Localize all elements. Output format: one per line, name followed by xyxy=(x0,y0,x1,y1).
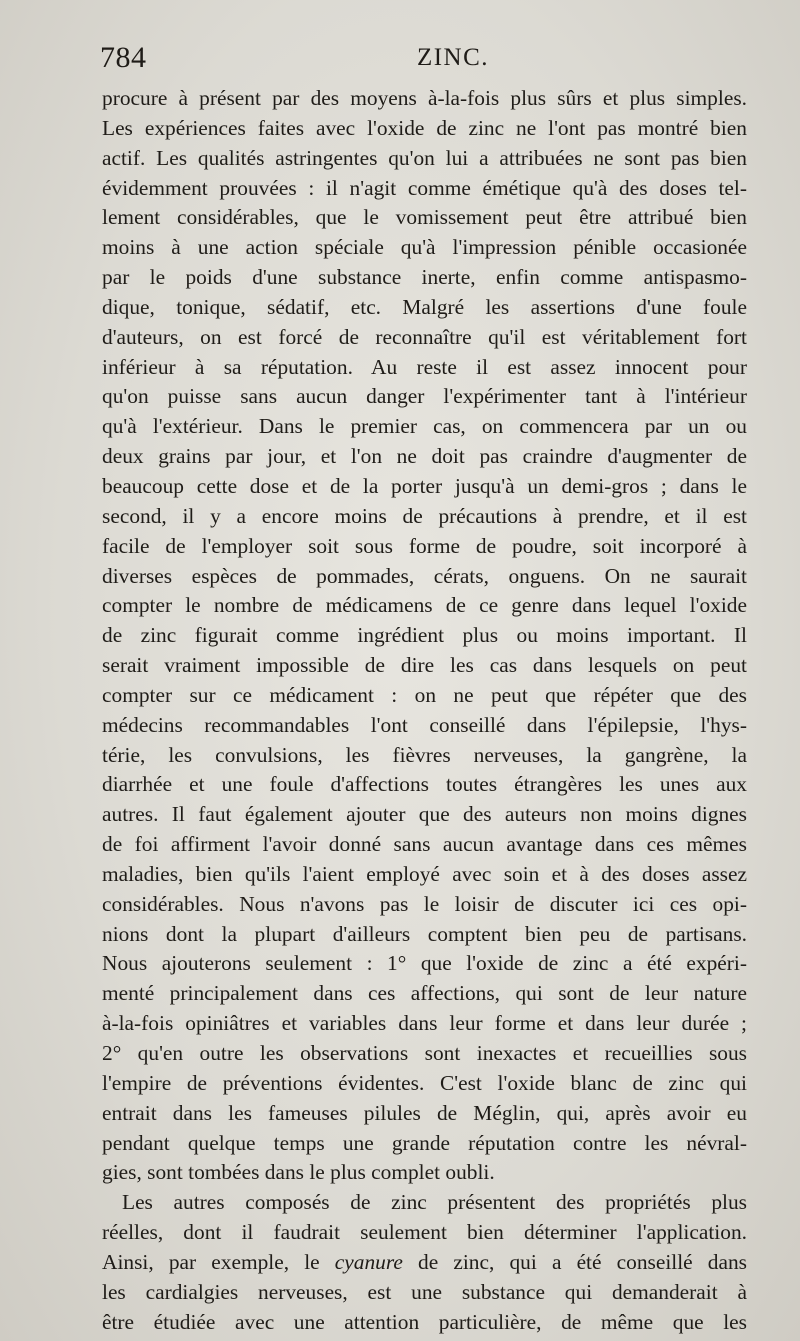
text-line: deux grains par jour, et l'on ne doit pas craindre d'augmenter de xyxy=(102,444,747,469)
text-line xyxy=(102,1248,747,1278)
body-text xyxy=(102,84,747,1337)
text-line: maladies, bien qu'ils l'aient employé avec soin et à des doses assez xyxy=(102,861,747,886)
text-line: l'empire de préventions évidentes. C'est l'oxide blanc de zinc qui xyxy=(102,1070,747,1095)
text-line: qu'à l'extérieur. Dans le premier cas, on commencera par un ou xyxy=(102,414,747,439)
text-line: facile de l'employer soit sous forme de poudre, soit incorporé à xyxy=(102,533,747,558)
running-head xyxy=(100,38,750,78)
text-line: inférieur à sa réputation. Au reste il est assez innocent pour xyxy=(102,354,747,379)
running-title: ZINC. xyxy=(416,44,490,71)
text-line: diarrhée et une foule d'affections toutes étrangères les unes aux xyxy=(102,772,747,797)
text-line: autres. Il faut également ajouter que des auteurs non moins dignes xyxy=(102,802,747,827)
text-segment: Ainsi, par exemple, le xyxy=(102,1249,320,1274)
text-line: de zinc figurait comme ingrédient plus ou moins important. Il xyxy=(102,623,747,648)
text-line: gies, sont tombées dans le plus complet oubli. xyxy=(102,1160,495,1185)
text-line: diverses espèces de pommades, cérats, onguens. On ne saurait xyxy=(102,563,747,588)
text-line: qu'on puisse sans aucun danger l'expérimenter tant à l'intérieur xyxy=(102,384,747,409)
text-line: menté principalement dans ces affections, qui sont de leur nature xyxy=(102,981,747,1006)
text-line: lement considérables, que le vomissement peut être attribué bien xyxy=(102,205,747,230)
text-line: actif. Les qualités astringentes qu'on lui a attribuées ne sont pas bien xyxy=(102,145,747,170)
text-line: d'auteurs, on est forcé de reconnaître qu'il est véritablement fort xyxy=(102,324,747,349)
text-line: les cardialgies nerveuses, est une substance qui demanderait à xyxy=(102,1279,747,1304)
text-line: par le poids d'une substance inerte, enfin comme antispasmo- xyxy=(102,265,747,290)
text-line: nions dont la plupart d'ailleurs comptent bien peu de partisans. xyxy=(102,921,747,946)
text-line: réelles, dont il faudrait seulement bien déterminer l'application. xyxy=(102,1220,747,1245)
text-line: beaucoup cette dose et de la porter jusqu'à un demi-gros ; dans le xyxy=(102,473,747,498)
text-line: procure à présent par des moyens à-la-fois plus sûrs et plus simples. xyxy=(102,86,747,110)
italic-term: cyanure xyxy=(334,1249,403,1274)
text-line: considérables. Nous n'avons pas le loisir de discuter ici ces opi- xyxy=(102,891,747,916)
text-line: entrait dans les fameuses pilules de Méglin, qui, après avoir eu xyxy=(102,1100,747,1125)
text-line: moins à une action spéciale qu'à l'impression pénible occasionée xyxy=(102,235,747,260)
text-line: pendant quelque temps une grande réputation contre les névral- xyxy=(102,1130,747,1155)
text-line: compter sur ce médicament : on ne peut que répéter que des xyxy=(102,682,747,707)
text-line: de foi affirment l'avoir donné sans aucun avantage dans ces mêmes xyxy=(102,832,747,857)
text-line: à-la-fois opiniâtres et variables dans leur forme et dans leur durée ; xyxy=(102,1011,747,1036)
text-line: térie, les convulsions, les fièvres nerveuses, la gangrène, la xyxy=(102,742,747,767)
text-segment: de zinc, qui a été conseillé dans xyxy=(418,1249,747,1274)
text-line: 2° qu'en outre les observations sont inexactes et recueillies sous xyxy=(102,1041,747,1065)
text-line: Les autres composés de zinc présentent des propriétés plus xyxy=(122,1190,747,1215)
text-line: Nous ajouterons seulement : 1° que l'oxide de zinc a été expéri- xyxy=(102,951,747,976)
text-line: second, il y a encore moins de précautions à prendre, et il est xyxy=(102,503,747,528)
text-line: médecins recommandables l'ont conseillé dans l'épilepsie, l'hys- xyxy=(102,712,747,737)
text-line: dique, tonique, sédatif, etc. Malgré les assertions d'une foule xyxy=(102,294,747,319)
text-line: compter le nombre de médicamens de ce genre dans lequel l'oxide xyxy=(102,593,747,618)
text-line: Les expériences faites avec l'oxide de zinc ne l'ont pas montré bien xyxy=(102,115,747,140)
text-line: être étudiée avec une attention particulière, de même que les xyxy=(102,1309,747,1334)
text-line: évidemment prouvées : il n'agit comme émétique qu'à des doses tel- xyxy=(102,175,747,200)
page-number: 784 xyxy=(100,41,147,74)
text-line: serait vraiment impossible de dire les cas dans lesquels on peut xyxy=(102,653,747,678)
